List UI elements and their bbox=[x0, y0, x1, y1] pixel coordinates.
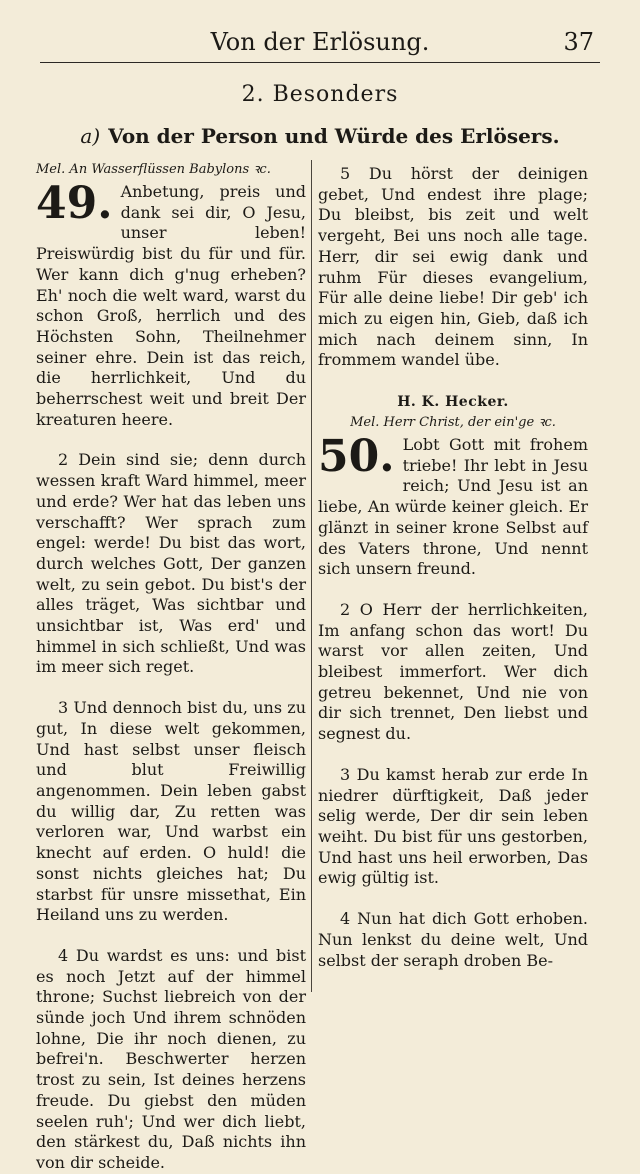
hymn-49-author: H. K. Hecker. bbox=[397, 394, 509, 411]
hymn-50-stanza-4: 4 Nun hat dich Gott erhoben. Nun lenkst du deine welt, Und selbst der seraph droben Be- bbox=[318, 909, 588, 970]
hymn-50-melody: Mel. Herr Christ, der ein'ge ꝛc. bbox=[350, 415, 556, 431]
right-column bbox=[318, 160, 588, 971]
hymn-49-stanza-1-text: Anbetung, preis und dank sei dir, O Jesu, unser leben! Preiswürdig bist du für und für. Wer kann dich g'nug erheben? Eh' noch die welt ward, warst du schon Groß, herrlich und des Höchsten Sohn, Theilnehmer seiner ehre. Dein ist das reich, die herrlichkeit, Und du beherrschest weit und breit Der kreaturen heere. bbox=[36, 182, 306, 429]
subsection-letter: a) bbox=[80, 124, 101, 148]
column-divider bbox=[311, 160, 312, 992]
running-title: Von der Erlösung. bbox=[210, 28, 430, 56]
running-head bbox=[40, 28, 600, 63]
hymn-49-stanza-1 bbox=[36, 178, 306, 430]
hymn-49-stanza-2: 2 Dein sind sie; denn durch wessen kraft Ward himmel, meer und erde? Wer hat das leben uns verschafft? Wer sprach zum engel: werde! Du bist das wort, durch welches Gott, Der ganzen welt, zu sein gebot. Du bist's der alles träget, Was sichtbar und unsichtbar ist, Was erd' und himmel in sich schließt, Und was im meer sich reget. bbox=[36, 450, 306, 677]
hymn-49-stanza-4: 4 Du wardst es uns: und bist es noch Jetzt auf der himmel throne; Suchst liebreich von der sünde joch Und ihrem schnöden lohne, Die ihr noch dienen, zu befrei'n. Beschwerter herzen trost zu sein, Ist deines herzens freude. Du giebst den müden seelen ruh'; Und wer dich liebt, den stärkest du, Daß nichts ihn von dir scheide. bbox=[36, 945, 306, 1172]
hymn-50-stanza-1-text: Lobt Gott mit frohem triebe! Ihr lebt in Jesu reich; Und Jesu ist an liebe, An würde keiner gleich. Er glänzt in seiner krone Selbst auf des Vaters throne, Und nennt sich unsern freund. bbox=[318, 435, 588, 579]
subsection-title bbox=[0, 124, 640, 148]
hymn-50-number: 50. bbox=[318, 431, 395, 483]
section-title: 2. Besonders bbox=[241, 82, 399, 107]
hymn-50-stanza-1 bbox=[318, 431, 588, 580]
hymn-50-stanza-2: 2 O Herr der herrlichkeiten, Im anfang schon das wort! Du warst vor allen zeiten, Und bleibest immerfort. Wer dich getreu bekennet, Und nie von dir sich trennet, Den liebst und segnest du. bbox=[318, 599, 588, 744]
hymn-49-stanza-5: 5 Du hörst der deinigen gebet, Und endest ihre plage; Du bleibst, bis zeit und welt vergeht, Bei uns noch alle tage. Herr, dir sei ewig dank und ruhm Für dieses evangelium, Für alle deine liebe! Dir geb' ich mich zu eigen hin, Gieb, daß ich mich nach deinem sinn, In frommem wandel übe. bbox=[318, 164, 588, 370]
page-number: 37 bbox=[563, 28, 594, 56]
hymn-49-number: 49. bbox=[36, 178, 113, 229]
hymn-49-stanza-3: 3 Und dennoch bist du, uns zu gut, In diese welt gekommen, Und hast selbst unser fleisch und blut Freiwillig angenommen. Dein leben gabst du willig dar, Zu retten was verloren war, Und warbst ein knecht auf erden. O huld! die sonst nichts gleiches hat; Du starbst für unsre missethat, Ein Heiland uns zu werden. bbox=[36, 698, 306, 925]
left-column bbox=[36, 160, 306, 1174]
subsection-heading: Von der Person und Würde des Erlösers. bbox=[108, 124, 560, 148]
hymn-50-stanza-3: 3 Du kamst herab zur erde In niedrer dürftigkeit, Daß jeder selig werde, Der dir sein leben weiht. Du bist für uns gestorben, Und hast uns heil erworben, Das ewig gültig ist. bbox=[318, 764, 588, 888]
hymn-49-melody: Mel. An Wasserflüssen Babylons ꝛc. bbox=[36, 162, 271, 177]
